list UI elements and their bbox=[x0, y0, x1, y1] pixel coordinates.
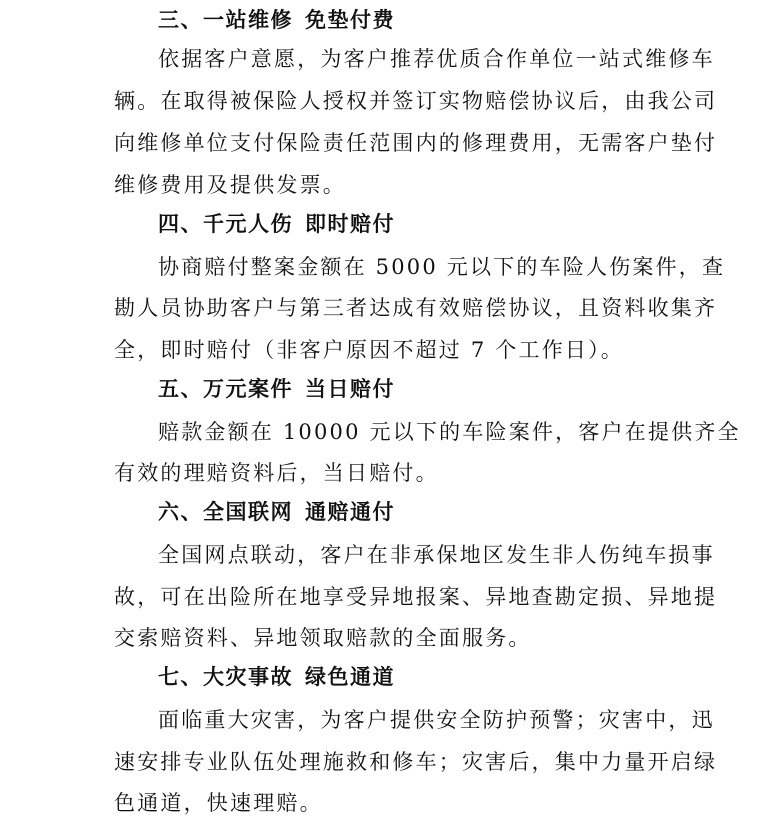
paragraph-line: 赔款金额在 10000 元以下的车险案件，客户在提供齐全 bbox=[158, 420, 741, 444]
paragraph-line: 勘人员协助客户与第三者达成有效赔偿协议，且资料收集齐 bbox=[114, 296, 718, 320]
paragraph-line: 向维修单位支付保险责任范围内的修理费用，无需客户垫付 bbox=[114, 131, 718, 155]
section-heading-lead: 五、万元案件 bbox=[158, 376, 293, 401]
section-heading-tail: 通赔通付 bbox=[305, 499, 395, 524]
paragraph-line: 色通道，快速理赔。 bbox=[114, 791, 323, 815]
paragraph-line: 全，即时赔付（非客户原因不超过 7 个工作日）。 bbox=[114, 338, 625, 362]
paragraph-line: 速安排专业队伍处理施救和修车；灾害后，集中力量开启绿 bbox=[114, 750, 718, 774]
paragraph-line: 全国网点联动，客户在非承保地区发生非人伤纯车损事 bbox=[158, 543, 715, 567]
paragraph-line: 依据客户意愿，为客户推荐优质合作单位一站式维修车 bbox=[158, 47, 715, 71]
paragraph-line: 协商赔付整案金额在 5000 元以下的车险人伤案件，查 bbox=[158, 255, 726, 279]
paragraph-line: 维修费用及提供发票。 bbox=[114, 173, 346, 197]
section-heading bbox=[158, 210, 395, 238]
section-heading-tail: 即时赔付 bbox=[305, 211, 395, 236]
section-heading-lead: 七、大灾事故 bbox=[158, 664, 293, 689]
section-heading-tail: 绿色通道 bbox=[305, 664, 395, 689]
paragraph-line: 面临重大灾害，为客户提供安全防护预警；灾害中，迅 bbox=[158, 708, 715, 732]
section-heading-tail: 当日赔付 bbox=[305, 376, 395, 401]
paragraph-line: 交索赔资料、异地领取赔款的全面服务。 bbox=[114, 626, 532, 650]
section-heading-lead: 四、千元人伤 bbox=[158, 211, 293, 236]
section-heading bbox=[158, 663, 395, 691]
section-heading bbox=[158, 498, 395, 526]
paragraph-line: 有效的理赔资料后，当日赔付。 bbox=[114, 461, 439, 485]
section-heading bbox=[158, 375, 395, 403]
paragraph-line: 故，可在出险所在地享受异地报案、异地查勘定损、异地提 bbox=[114, 585, 718, 609]
section-heading-tail: 免垫付费 bbox=[305, 7, 395, 32]
section-heading-lead: 三、一站维修 bbox=[158, 7, 293, 32]
section-heading-lead: 六、全国联网 bbox=[158, 499, 293, 524]
section-heading bbox=[158, 6, 395, 34]
paragraph-line: 辆。在取得被保险人授权并签订实物赔偿协议后，由我公司 bbox=[114, 89, 718, 113]
